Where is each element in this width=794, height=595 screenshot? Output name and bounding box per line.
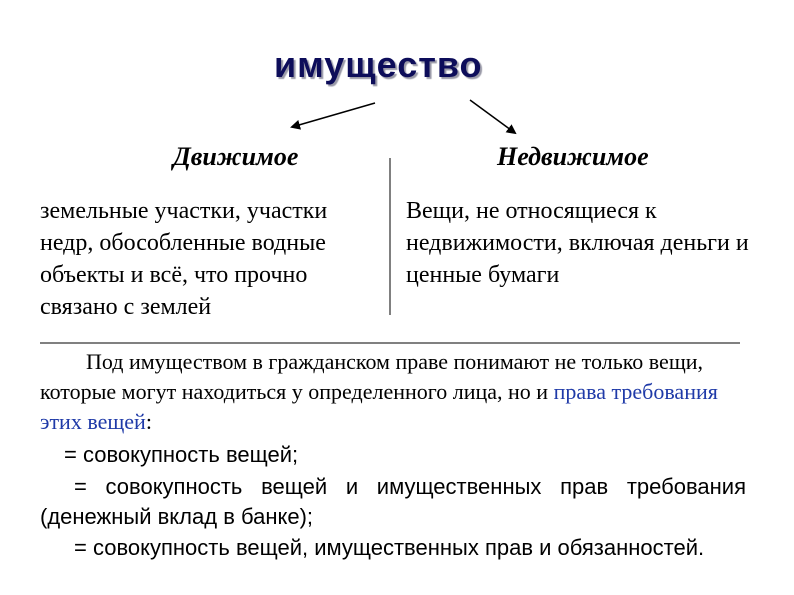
movable-description: земельные участки, участки недр, обособленные водные объекты и всё, что прочно связано с землей xyxy=(40,198,328,320)
diagram-title: имущество xyxy=(274,44,483,85)
paragraph-colon: : xyxy=(145,409,152,434)
definition-item: = совокупность вещей; xyxy=(64,442,299,467)
paragraph-text: Под имуществом в гражданском праве понимают не только вещи, которые могут находиться у определенного лица, но и xyxy=(40,349,704,404)
definition-item: = совокупность вещей, имущественных прав и обязанностей. xyxy=(74,535,705,560)
definition-item: = совокупность вещей и имущественных прав требования (денежный вклад в банке); xyxy=(40,474,746,529)
movable-heading: Движимое xyxy=(173,142,299,171)
immovable-heading: Недвижимое xyxy=(497,142,649,171)
definition-paragraph xyxy=(40,347,745,437)
immovable-description: Вещи, не относящиеся к недвижимости, включая деньги и ценные бумаги xyxy=(406,198,749,288)
claim-rights-term: права требования этих вещей xyxy=(40,379,718,434)
arrow-left xyxy=(292,103,375,127)
arrow-right xyxy=(470,100,515,133)
